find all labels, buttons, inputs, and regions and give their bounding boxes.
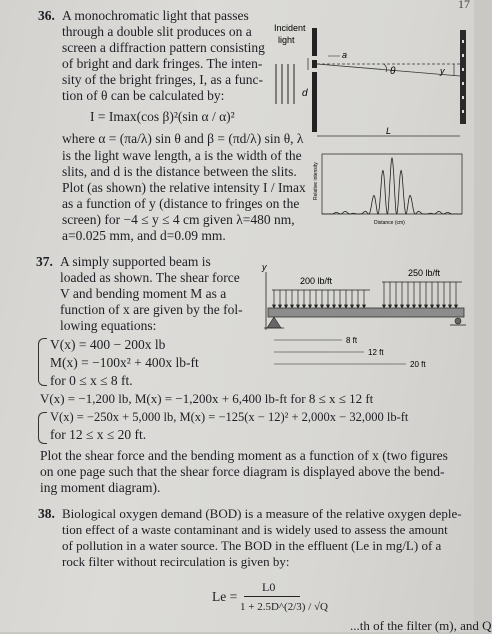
load-arrow-head — [345, 305, 348, 308]
load-arrow-head — [309, 305, 312, 308]
cut-off-line: ...th of the filter (m), and Q — [350, 618, 492, 633]
a-label: a — [342, 50, 348, 60]
problem-36-body-5: screen) for −4 ≤ y ≤ 4 cm given λ=480 nm, — [62, 212, 295, 227]
d-label: d — [302, 88, 308, 99]
distributed-load-1 — [273, 290, 366, 308]
intensity-curve — [322, 158, 462, 214]
slit-barrier-top — [312, 28, 317, 56]
problem-36-body-1: is the light wave length, a is the width of the — [62, 148, 302, 163]
problem-38-number: 38. — [38, 506, 55, 521]
problem-38-line-3: of pollution in a water source. The BOD in the effluent (Le in mg/L) of a — [62, 538, 442, 553]
problem-36-line-5: sity of the bright fringes, I, as a func- — [62, 72, 263, 87]
load-arrow-head — [389, 305, 392, 308]
problem-37-tail-2: on one page such that the shear force diagram is displayed above the bend- — [40, 464, 445, 479]
problem-37-line-4: function of x are given by the fol- — [60, 302, 243, 317]
load-2-label: 250 lb/ft — [408, 268, 441, 278]
load-arrow-head — [279, 305, 282, 308]
load-arrow-head — [401, 305, 404, 308]
problem-36-line-4: of bright and dark fringes. The inten- — [62, 56, 263, 71]
problem-37-tail-3: ing moment diagram). — [40, 480, 161, 495]
problem-36-line-2: through a double slit produces on a — [62, 24, 252, 39]
load-arrow-head — [351, 305, 354, 308]
slit-barrier-middle — [312, 60, 317, 68]
light-label: light — [278, 35, 295, 45]
screen — [460, 30, 466, 124]
slit-barrier-bottom — [312, 72, 317, 132]
problem-36-body-4: as a function of y (distance to fringes on the — [62, 196, 300, 211]
intensity-plot — [312, 150, 468, 230]
bod-fraction-bar — [244, 596, 300, 597]
problem-37-line-1: A simply supported beam is — [60, 254, 211, 269]
where-line: where α = (πa/λ) sin θ and β = (πd/λ) sin θ, λ — [62, 131, 304, 146]
problem-37-number: 37. — [36, 254, 53, 269]
eq-moment-1: M(x) = −100x² + 400x lb-ft — [50, 355, 199, 370]
problem-36-body-3: Plot (as shown) the relative intensity I / Imax — [62, 180, 306, 195]
plot-ylabel: Relative intensity — [313, 162, 319, 200]
problem-37-tail-1: Plot the shear force and the bending moment as a function of x (two figures — [40, 448, 448, 463]
problem-37-line-3: V and bending moment M as a — [60, 286, 227, 301]
problem-36-line-1: A monochromatic light that passes — [62, 8, 249, 23]
load-arrow-head — [425, 305, 428, 308]
problem-38-line-2: tion effect of a waste contaminant and is widely used to assess the amount — [62, 522, 448, 537]
load-arrow-head — [431, 305, 434, 308]
load-arrow-head — [321, 305, 324, 308]
dim-12ft: 12 ft — [368, 348, 384, 357]
problem-36-line-6: tion of θ can be calculated by: — [62, 88, 225, 103]
bod-formula-numerator: L0 — [262, 580, 276, 594]
problem-38-line-4: rock filter without recirculation is given by: — [62, 554, 290, 569]
beam-figure — [258, 258, 470, 378]
intensity-formula: I = Imax(cos β)²(sin α / α)² — [90, 109, 235, 124]
load-arrow-head — [333, 305, 336, 308]
dim-8ft: 8 ft — [346, 336, 358, 345]
load-arrow-head — [407, 305, 410, 308]
page-number: 17 — [458, 0, 470, 11]
load-arrow-head — [273, 305, 276, 308]
beam — [268, 308, 464, 317]
load-arrow-head — [339, 305, 342, 308]
plot-xlabel: Distance (cm) — [374, 220, 405, 226]
load-arrow-head — [357, 305, 360, 308]
equation-bracket-2 — [38, 412, 47, 444]
load-arrow-head — [303, 305, 306, 308]
load-arrow-head — [437, 305, 440, 308]
eq-segment-3: V(x) = −250x + 5,000 lb, M(x) = −125(x − 12)² + 2,000x − 32,000 lb-ft — [50, 410, 409, 424]
load-arrow-head — [297, 305, 300, 308]
load-arrow-head — [449, 305, 452, 308]
theta-label: θ — [390, 66, 396, 77]
problem-36-number: 36. — [38, 8, 55, 23]
eq-range-1: for 0 ≤ x ≤ 8 ft. — [50, 373, 133, 388]
load-arrow-head — [363, 305, 366, 308]
beam-y-axis: y — [262, 262, 267, 272]
problem-36-body-6: a=0.025 mm, and d=0.09 mm. — [62, 228, 226, 243]
bod-formula-denominator: 1 + 2.5D^(2/3) / √Q — [240, 601, 328, 613]
load-1-label: 200 lb/ft — [300, 276, 333, 286]
load-arrow-head — [291, 305, 294, 308]
equation-bracket-1 — [38, 338, 47, 386]
L-label: L — [386, 126, 392, 136]
load-arrow-head — [413, 305, 416, 308]
load-arrow-head — [395, 305, 398, 308]
roller-support — [455, 318, 461, 324]
load-arrow-head — [315, 305, 318, 308]
load-arrow-head — [327, 305, 330, 308]
incident-rays — [276, 64, 294, 104]
load-arrow-head — [455, 305, 458, 308]
dim-20ft: 20 ft — [410, 360, 426, 369]
load-arrow-head — [285, 305, 288, 308]
problem-37-line-2: loaded as shown. The shear force — [60, 270, 240, 285]
problem-36-line-3: screen a diffraction pattern consisting — [62, 40, 265, 55]
y-label: y — [440, 66, 445, 76]
eq-shear-1: V(x) = 400 − 200x lb — [50, 337, 166, 352]
problem-38-line-1: Biological oxygen demand (BOD) is a measure of the relative oxygen deple- — [62, 506, 462, 521]
incident-label: Incident — [274, 23, 306, 33]
pin-support — [267, 317, 281, 328]
bod-formula-lhs: Le = — [212, 589, 238, 604]
double-slit-figure — [268, 18, 472, 148]
eq-range-3: for 12 ≤ x ≤ 20 ft. — [50, 427, 147, 442]
load-arrow-head — [383, 305, 386, 308]
problem-36-body-2: slits, and d is the distance between the slits. — [62, 164, 297, 179]
plot-frame — [322, 154, 462, 214]
problem-37-line-5: lowing equations: — [60, 318, 157, 333]
eq-segment-2: V(x) = −1,200 lb, M(x) = −1,200x + 6,400 lb-ft for 8 ≤ x ≤ 12 ft — [40, 391, 374, 406]
distributed-load-2 — [383, 282, 458, 308]
load-arrow-head — [443, 305, 446, 308]
load-arrow-head — [419, 305, 422, 308]
